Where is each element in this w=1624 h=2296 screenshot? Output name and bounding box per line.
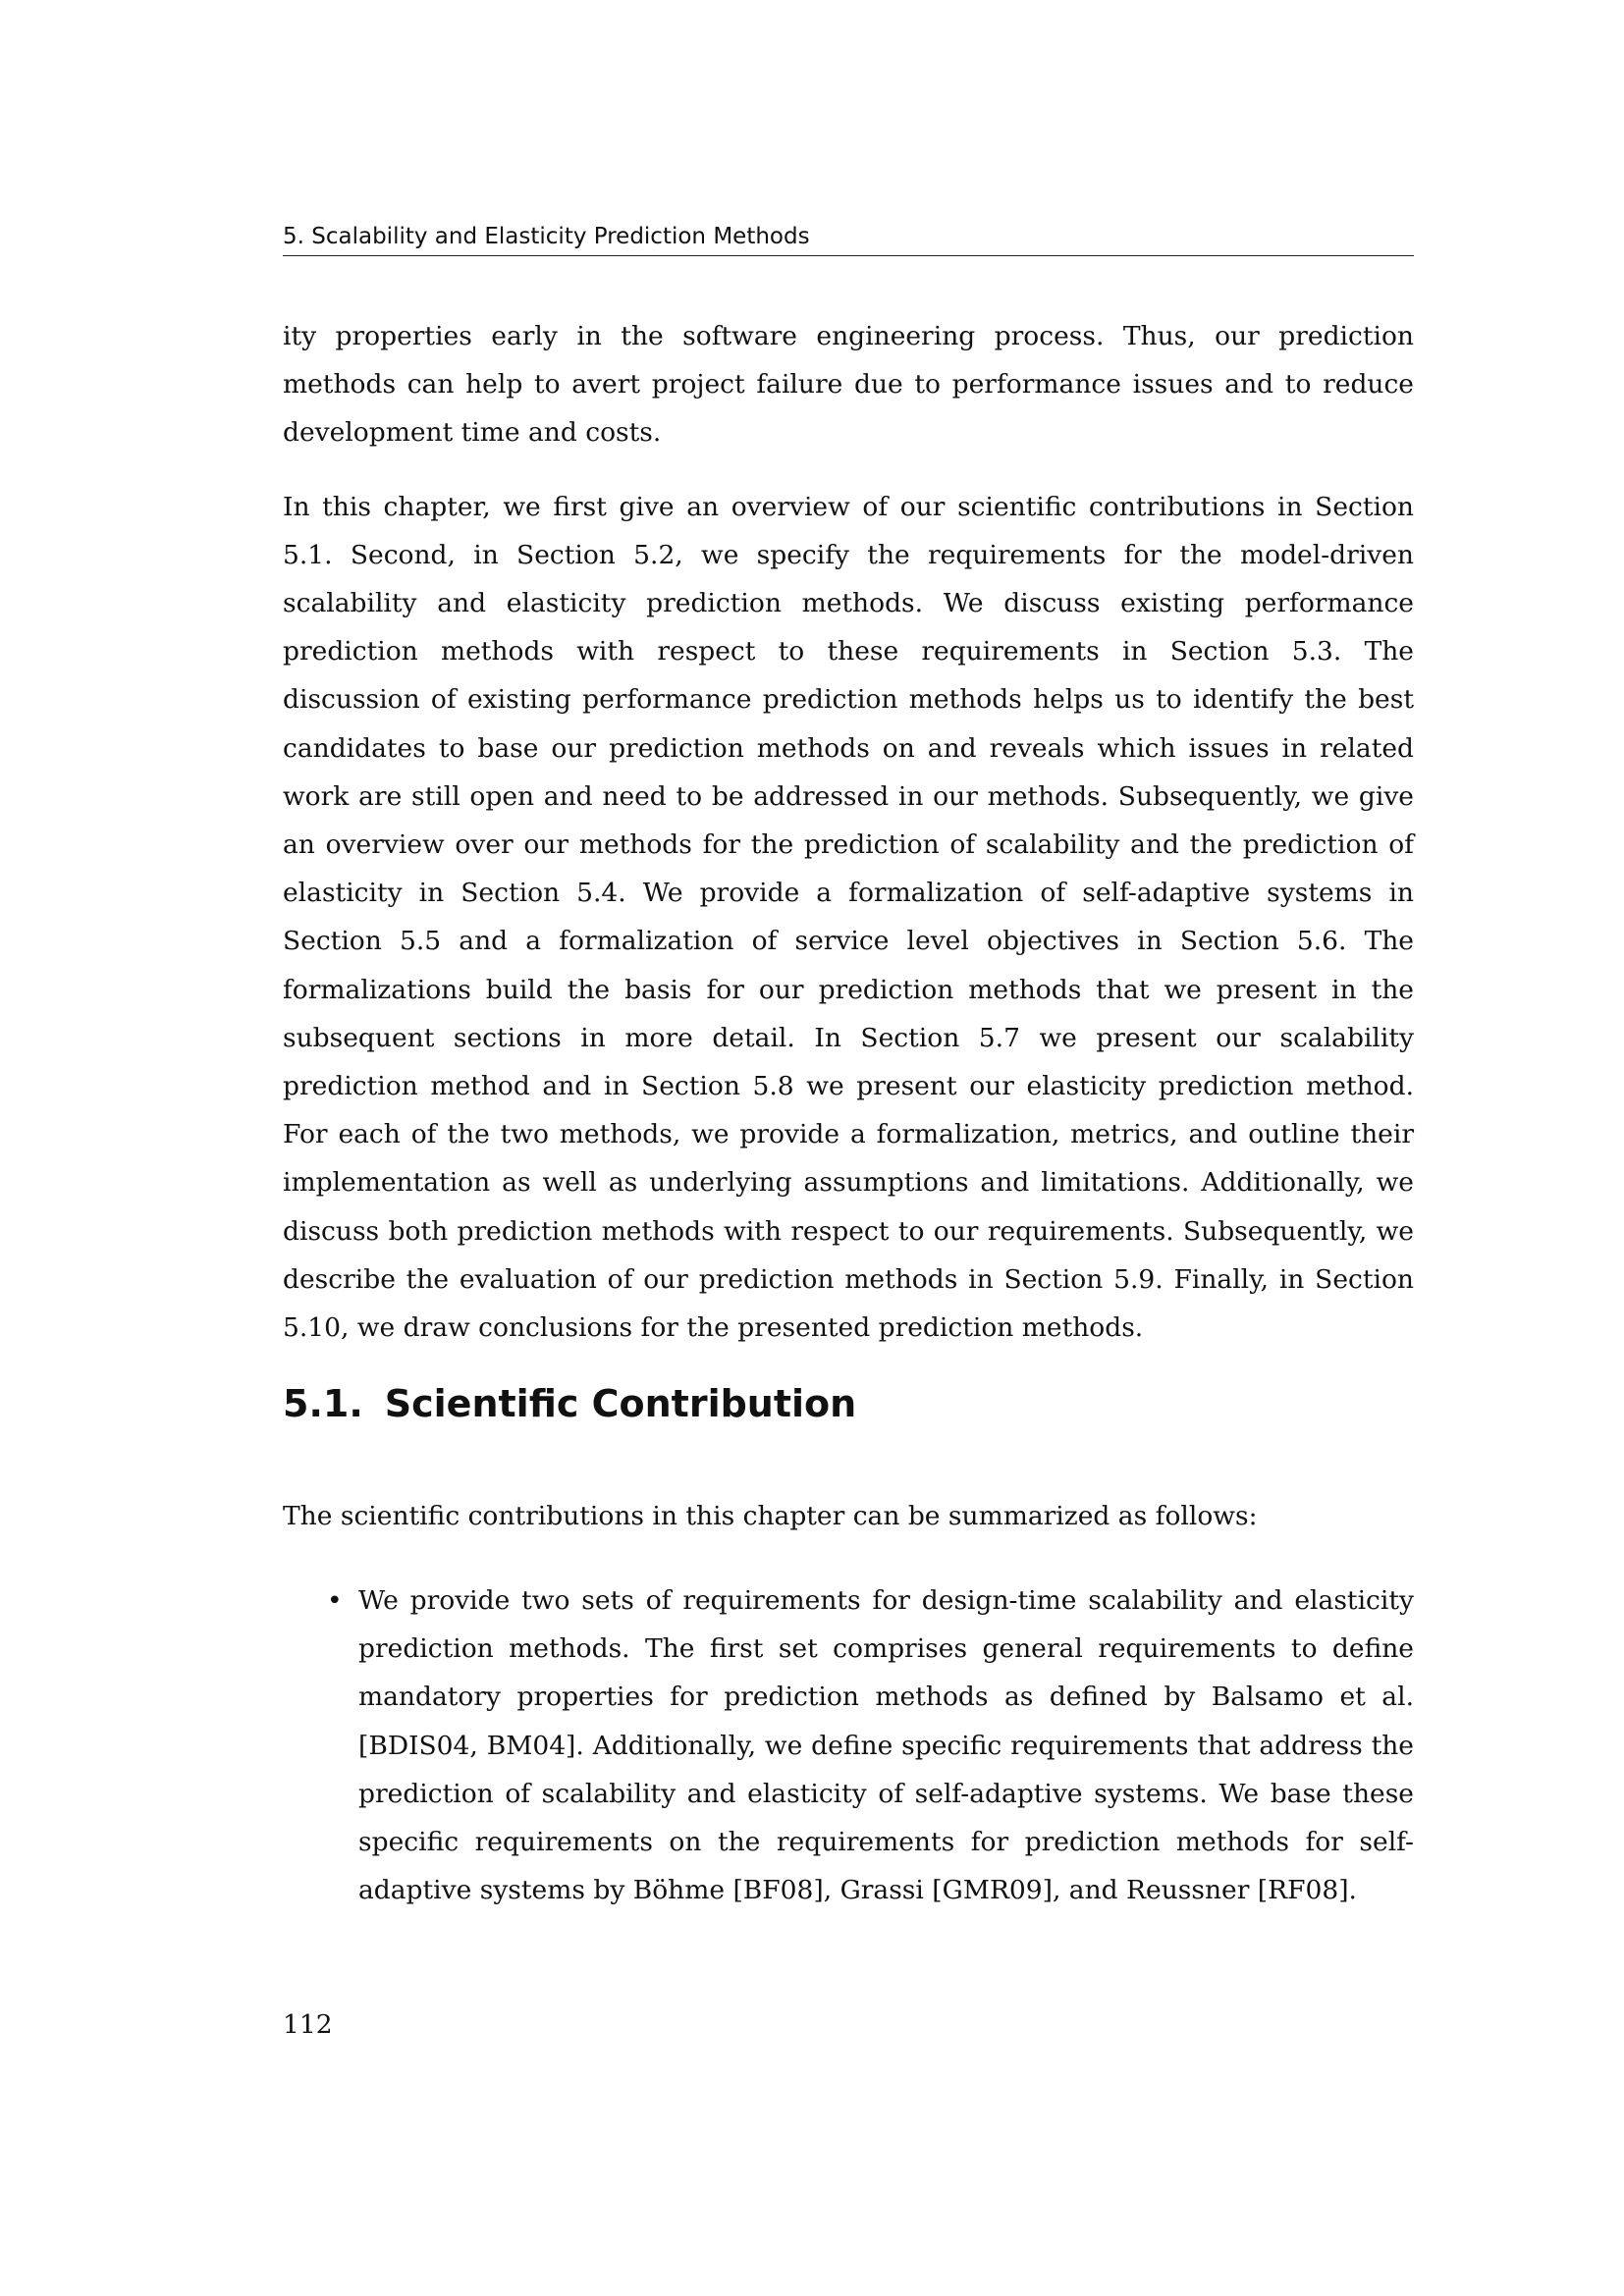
page-number: 112 — [283, 2009, 333, 2040]
section-heading — [283, 1379, 1414, 1428]
bullet-icon: • — [327, 1585, 343, 1616]
running-head: 5. Scalability and Elasticity Prediction Methods — [283, 222, 1414, 256]
section-title: Scientific Contribution — [384, 1382, 857, 1425]
contribution-list — [283, 1576, 1414, 1914]
section-number: 5.1. — [283, 1382, 363, 1425]
list-item-text: We provide two sets of requirements for design-time scalability and elasticity prediction methods. The first set comprises general requirements to define mandatory properties for prediction methods as defined by Balsamo et al. [BDIS04, BM04]. Additionally, we define specific requirements that address the prediction of scalability and elasticity of self-adaptive systems. We base these specific requirements on the requirements for prediction methods for self-adaptive systems by Böhme [BF08], Grassi [GMR09], and Reussner [RF08]. — [358, 1585, 1414, 1906]
list-item — [283, 1576, 1414, 1914]
document-page — [283, 0, 1414, 2296]
body-text — [283, 312, 1414, 1352]
paragraph-continuation: ity properties early in the software engineering process. Thus, our prediction methods can help to avert project failure due to performance issues and to reduce development time and costs. — [283, 321, 1414, 449]
paragraph-chapter-overview: In this chapter, we first give an overview of our scientific contributions in Section 5.1. Second, in Section 5.2, we specify the requirements for the model-driven scalability and elasticity prediction methods. We discuss existing performance prediction methods with respect to these requirements in Section 5.3. The discussion of existing performance prediction methods helps us to identify the best candidates to base our prediction methods on and reveals which issues in related work are still open and need to be addressed in our methods. Subsequently, we give an overview over our methods for the prediction of scalability and the prediction of elasticity in Section 5.4. We provide a formalization of self-adaptive systems in Section 5.5 and a formalization of service level objectives in Section 5.6. The formalizations build the basis for our prediction methods that we present in the subsequent sections in more detail. In Section 5.7 we present our scalability prediction method and in Section 5.8 we present our elasticity prediction method. For each of the two methods, we provide a formalization, metrics, and outline their implementation as well as underlying assumptions and limitations. Additionally, we discuss both prediction methods with respect to our requirements. Subsequently, we describe the evaluation of our prediction methods in Section 5.9. Finally, in Section 5.10, we draw conclusions for the presented prediction methods. — [283, 491, 1414, 1344]
section-intro: The scientific contributions in this chapter can be summarized as follows: — [283, 1501, 1258, 1531]
